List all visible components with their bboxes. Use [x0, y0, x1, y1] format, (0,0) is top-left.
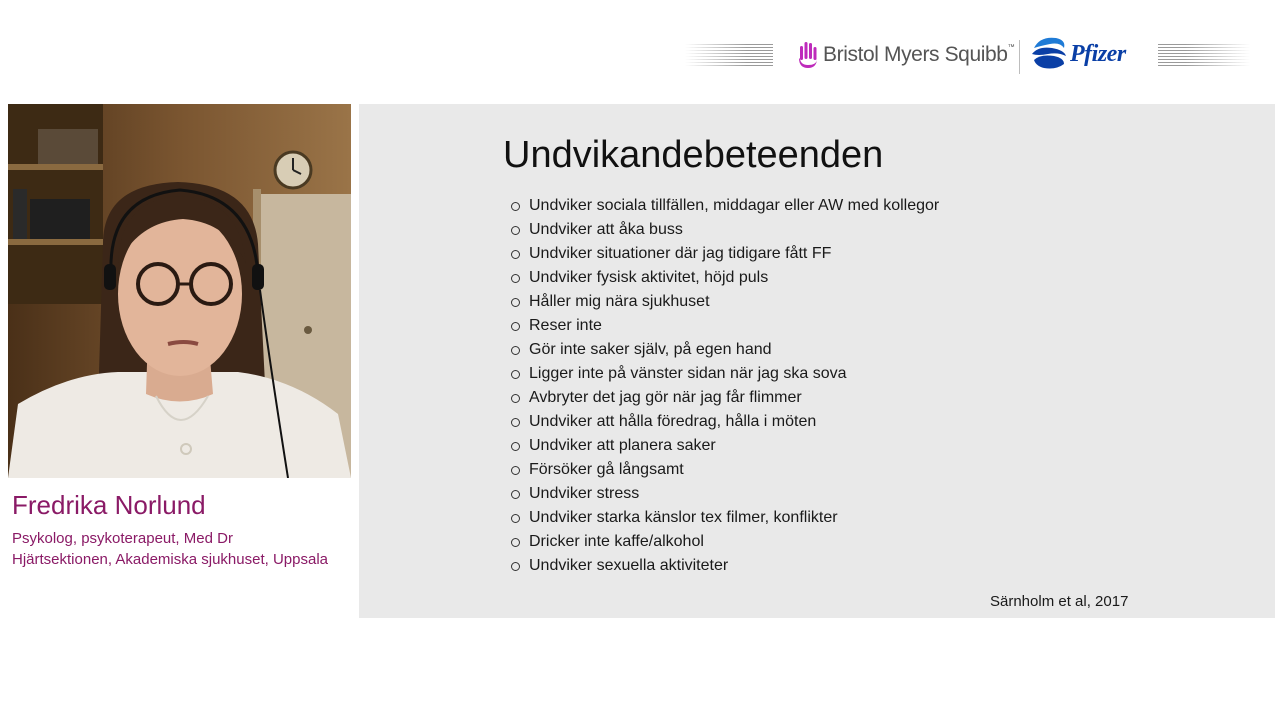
slide-citation: Särnholm et al, 2017 — [990, 593, 1129, 610]
bullet-item — [511, 362, 939, 386]
circle-bullet-icon — [511, 562, 520, 571]
bullet-item — [511, 434, 939, 458]
circle-bullet-icon — [511, 250, 520, 259]
bullet-item — [511, 506, 939, 530]
bullet-text: Undviker sexuella aktiviteter — [529, 557, 729, 574]
circle-bullet-icon — [511, 538, 520, 547]
speaker-role — [12, 528, 328, 570]
bms-hand-icon — [797, 40, 819, 70]
bms-wordmark: Bristol Myers Squibb — [823, 43, 1008, 66]
slide-title: Undvikandebeteenden — [503, 134, 884, 176]
bullet-text: Undviker att hålla föredrag, hålla i möten — [529, 413, 817, 430]
circle-bullet-icon — [511, 466, 520, 475]
sponsor-header — [0, 30, 1280, 80]
bullet-item — [511, 218, 939, 242]
speaker-name: Fredrika Norlund — [12, 490, 206, 520]
bullet-text: Reser inte — [529, 317, 602, 334]
circle-bullet-icon — [511, 346, 520, 355]
bullet-item — [511, 338, 939, 362]
bullet-item — [511, 386, 939, 410]
bullet-text: Ligger inte på vänster sidan när jag ska sova — [529, 365, 847, 382]
bullet-text: Undviker att planera saker — [529, 437, 716, 454]
circle-bullet-icon — [511, 442, 520, 451]
circle-bullet-icon — [511, 202, 520, 211]
bms-logo — [797, 38, 1015, 72]
bullet-text: Gör inte saker själv, på egen hand — [529, 341, 772, 358]
bullet-text: Undviker fysisk aktivitet, höjd puls — [529, 269, 769, 286]
bullet-text: Undviker situationer där jag tidigare fått FF — [529, 245, 832, 262]
bullet-item — [511, 242, 939, 266]
bullet-item — [511, 290, 939, 314]
speaker-video-image — [8, 104, 351, 478]
circle-bullet-icon — [511, 274, 520, 283]
circle-bullet-icon — [511, 418, 520, 427]
bullet-text: Undviker sociala tillfällen, middagar eller AW med kollegor — [529, 197, 940, 214]
circle-bullet-icon — [511, 490, 520, 499]
bullet-text: Håller mig nära sjukhuset — [529, 293, 710, 310]
pfizer-wordmark: Pfizer — [1070, 40, 1126, 67]
bullet-item — [511, 410, 939, 434]
circle-bullet-icon — [511, 370, 520, 379]
circle-bullet-icon — [511, 226, 520, 235]
bullet-item — [511, 530, 939, 554]
bullet-item — [511, 482, 939, 506]
decorative-lines-left — [685, 44, 773, 66]
bullet-item — [511, 314, 939, 338]
bullet-item — [511, 458, 939, 482]
bullet-text: Avbryter det jag gör när jag får flimmer — [529, 389, 802, 406]
bullet-item — [511, 194, 939, 218]
circle-bullet-icon — [511, 394, 520, 403]
bullet-text: Undviker att åka buss — [529, 221, 683, 238]
bullet-text: Dricker inte kaffe/alkohol — [529, 533, 704, 550]
bms-trademark: ™ — [1007, 44, 1015, 51]
bullet-list — [511, 194, 939, 578]
pfizer-helix-icon — [1030, 34, 1068, 74]
circle-bullet-icon — [511, 514, 520, 523]
bullet-text: Undviker stress — [529, 485, 640, 502]
bullet-item — [511, 554, 939, 578]
bullet-text: Undviker starka känslor tex filmer, konflikter — [529, 509, 838, 526]
speaker-title-line2: Hjärtsektionen, Akademiska sjukhuset, Uppsala — [12, 551, 328, 568]
circle-bullet-icon — [511, 322, 520, 331]
logo-separator — [1019, 40, 1020, 74]
presentation-slide — [359, 104, 1275, 618]
bullet-text: Försöker gå långsamt — [529, 461, 684, 478]
speaker-title-line1: Psykolog, psykoterapeut, Med Dr — [12, 530, 233, 547]
circle-bullet-icon — [511, 298, 520, 307]
speaker-video — [8, 104, 351, 478]
pfizer-logo — [1030, 32, 1126, 76]
decorative-lines-right — [1158, 44, 1250, 66]
bullet-item — [511, 266, 939, 290]
